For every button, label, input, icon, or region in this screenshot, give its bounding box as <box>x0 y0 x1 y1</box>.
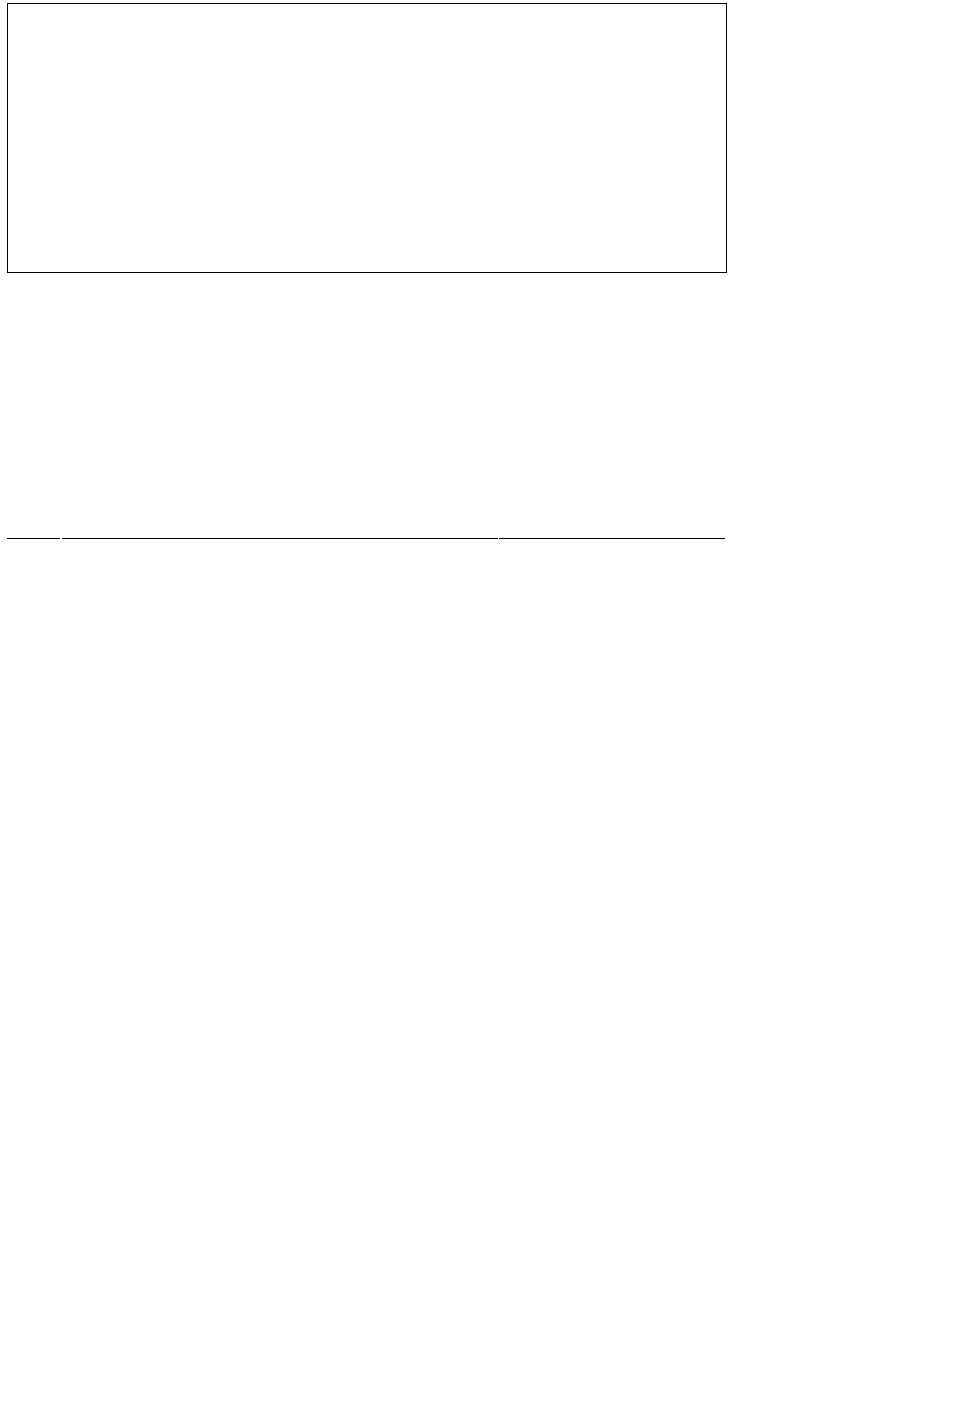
header-col-property <box>62 516 498 539</box>
top-requirements-table <box>7 3 727 273</box>
header-col-value <box>499 516 725 539</box>
header-col-number <box>7 516 60 539</box>
